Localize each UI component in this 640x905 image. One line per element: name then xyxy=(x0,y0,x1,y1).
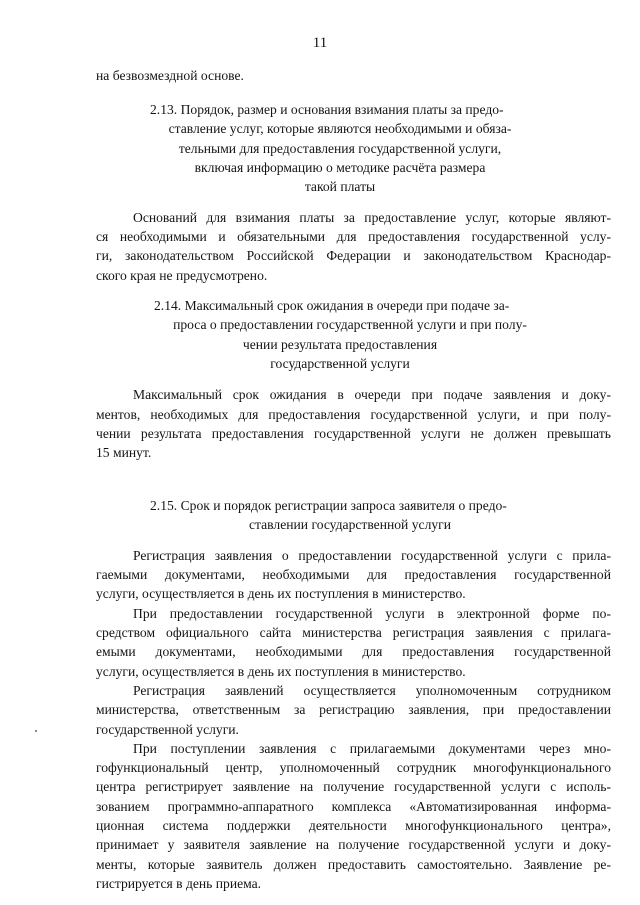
section-heading-line: 2.13. Порядок, размер и основания взимания платы за предо- xyxy=(150,102,504,117)
section-heading-line: тельными для предоставления государственной услуги, xyxy=(178,141,502,156)
paragraph-line: ги, законодательством Российской Федерации и законодательством Краснодар- xyxy=(96,248,611,263)
paragraph-line: ся необходимыми и обязательными для предоставления государственной услу- xyxy=(96,229,611,244)
paragraph-line: центра регистрирует заявление на получение государственной услуги с исполь- xyxy=(96,779,611,794)
section-heading-line: 2.15. Срок и порядок регистрации запроса заявителя о предо- xyxy=(150,498,507,513)
paragraph-line: чении результата предоставления государственной услуги не должен превышать xyxy=(96,426,611,441)
paragraph-line: зованием программно-аппаратного комплекса «Автоматизированная информа- xyxy=(96,799,611,814)
section-heading-line: такой платы xyxy=(304,179,376,194)
section-heading-line: ставление услуг, которые являются необходимыми и обяза- xyxy=(168,121,512,136)
paragraph-line: принимает у заявителя заявление на получение государственной услуги и доку- xyxy=(96,837,611,852)
paragraph-line: Максимальный срок ожидания в очереди при подаче заявления и доку- xyxy=(133,387,611,402)
scan-speck xyxy=(35,730,37,732)
paragraph-line: министерства, ответственным за регистрацию заявления, при предоставлении xyxy=(96,702,611,717)
paragraph-line: ского края не предусмотрено. xyxy=(96,268,268,283)
paragraph-line: При поступлении заявления с прилагаемыми документами через мно- xyxy=(133,741,611,756)
paragraph-line: услуги, осуществляется в день их поступления в министерство. xyxy=(96,664,466,679)
paragraph-line: Регистрация заявлений осуществляется уполномоченным сотрудником xyxy=(133,683,611,698)
paragraph-line: государственной услуги. xyxy=(96,722,239,737)
section-heading-line: чении результата предоставления xyxy=(242,337,438,352)
section-heading-line: государственной услуги xyxy=(270,356,410,371)
paragraph-line: При предоставлении государственной услуги в электронной форме по- xyxy=(133,606,611,621)
section-heading-line: включая информацию о методике расчёта размера xyxy=(194,160,486,175)
paragraph-line: средством официального сайта министерства регистрация заявления с прилага- xyxy=(96,625,611,640)
paragraph-line: 15 минут. xyxy=(96,445,152,460)
page-number: 11 xyxy=(312,35,328,51)
section-heading-line: ставлении государственной услуги xyxy=(249,517,451,532)
paragraph-line: услуги, осуществляется в день их поступления в министерство. xyxy=(96,586,466,601)
paragraph-line: Регистрация заявления о предоставлении государственной услуги с прила- xyxy=(133,548,611,563)
paragraph-line: гофункциональный центр, уполномоченный сотрудник многофункционального xyxy=(96,760,611,775)
section-heading-line: 2.14. Максимальный срок ожидания в очереди при подаче за- xyxy=(154,298,510,313)
paragraph-line: ционная система поддержки деятельности многофункционального центра», xyxy=(96,818,611,833)
paragraph-line: гаемыми документами, необходимыми для предоставления государственной xyxy=(96,567,611,582)
paragraph-line: менты, которые заявитель должен предоставить самостоятельно. Заявление ре- xyxy=(96,857,611,872)
paragraph-line: Оснований для взимания платы за предоставление услуг, которые являют- xyxy=(133,210,611,225)
paragraph-line: гистрируется в день приема. xyxy=(96,876,262,891)
section-heading-line: проса о предоставлении государственной услуги и при полу- xyxy=(173,317,527,332)
paragraph-line: емыми документами, необходимыми для предоставления государственной xyxy=(96,644,611,659)
paragraph-line: ментов, необходимых для предоставления государственной услуги, и при полу- xyxy=(96,407,611,422)
text-line: на безвозмездной основе. xyxy=(96,68,244,83)
